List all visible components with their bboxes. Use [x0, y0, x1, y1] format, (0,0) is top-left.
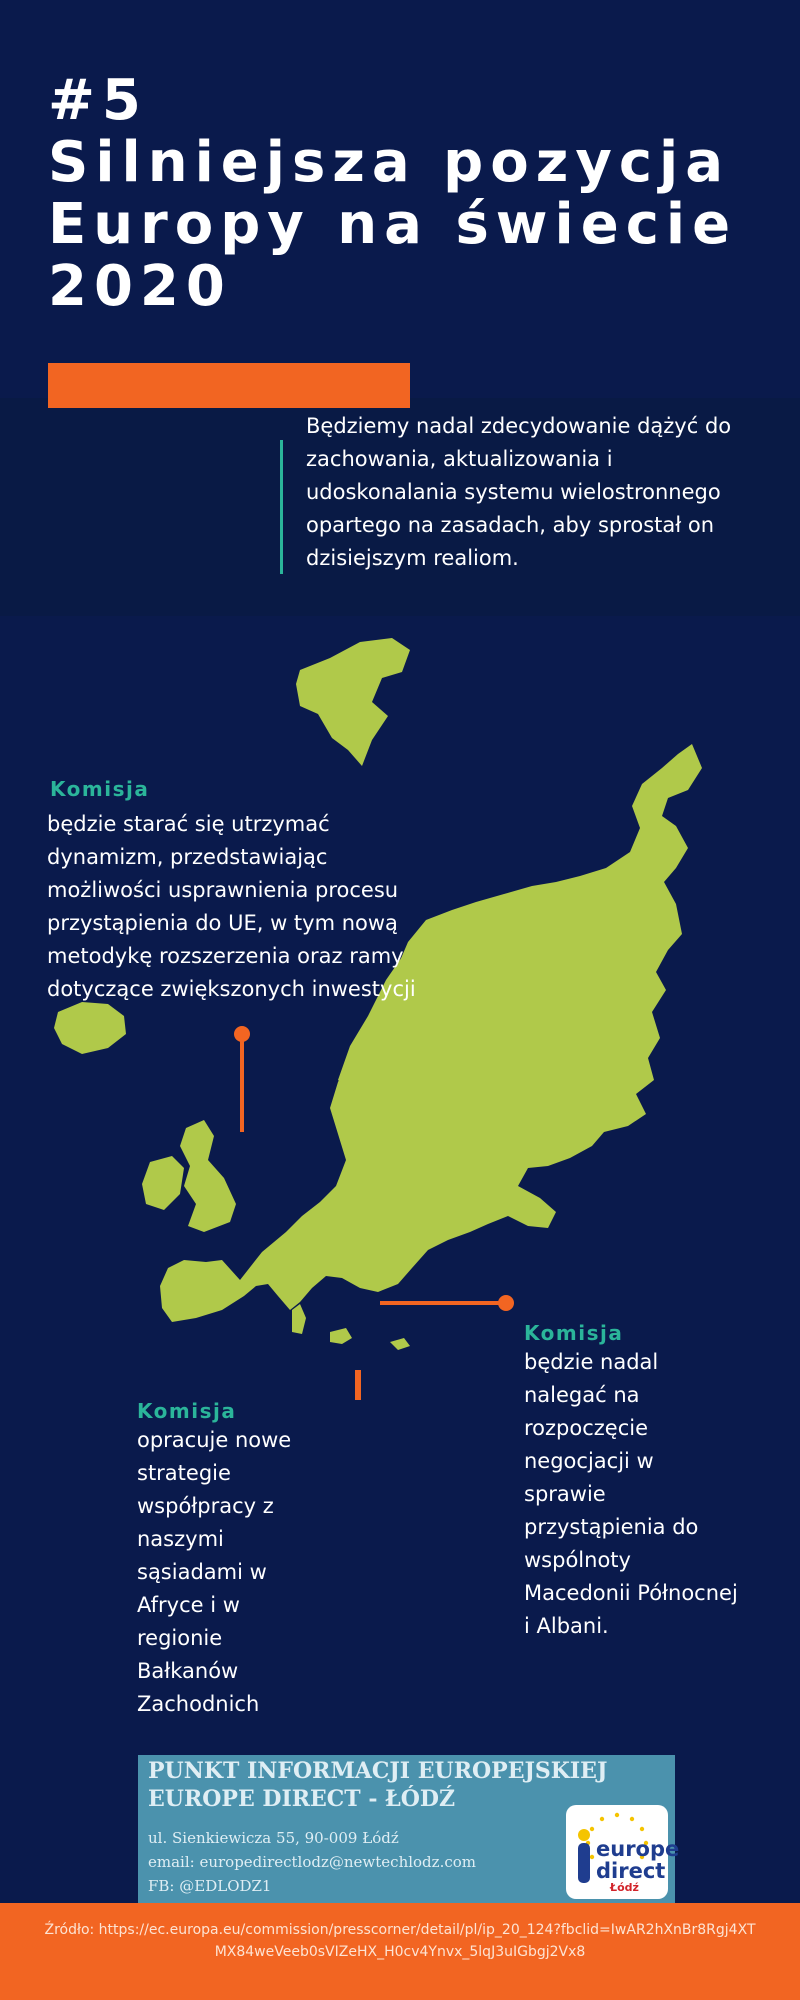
- title-line: Silniejsza pozycja: [48, 130, 731, 195]
- intro-paragraph: Będziemy nadal zdecydowanie dążyć do zachowania, aktualizowania i udoskonalania systemu wielostronnego opartego na zasadach, aby sprostał on dzisiejszym realiom.: [306, 414, 732, 570]
- svalbard-shape: [296, 638, 410, 766]
- title-underline-bar: [48, 363, 410, 408]
- europe-direct-logo: [566, 1805, 680, 1899]
- logo-word: europe: [596, 1837, 680, 1861]
- logo-city: Łódź: [610, 1881, 639, 1894]
- item-text: będzie starać się utrzymać dynamizm, przedstawiając możliwości usprawnienia procesu przystąpienia do UE, w tym nową metodykę rozszerzenia oraz ramy dotyczące zwiększonych inwestycji: [47, 812, 416, 1001]
- pointer-dot: [234, 1026, 250, 1042]
- contact-info-box: [138, 1755, 680, 1903]
- great-britain-shape: [180, 1120, 236, 1232]
- iceland-shape: [54, 1002, 126, 1054]
- title-number: #5: [48, 68, 148, 133]
- info-facebook[interactable]: FB: @EDLODZ1: [148, 1877, 272, 1895]
- island-shape: [330, 1328, 352, 1344]
- info-title: PUNKT INFORMACJI EUROPEJSKIEJ: [148, 1758, 608, 1784]
- item-text: będzie nadal nalegać na rozpoczęcie negocjacji w sprawie przystąpienia do wspólnoty Macedonii Północnej i Albani.: [524, 1350, 738, 1638]
- island-shape: [292, 1304, 306, 1334]
- intro-accent-line: [280, 440, 283, 574]
- info-address: ul. Sienkiewicza 55, 90-009 Łódź: [148, 1829, 399, 1847]
- europe-map: [0, 620, 800, 1400]
- footer: [0, 1903, 800, 2000]
- info-subtitle: EUROPE DIRECT - ŁÓDŹ: [148, 1786, 456, 1812]
- pointer-dot: [498, 1295, 514, 1311]
- item-heading: Komisja: [50, 777, 150, 801]
- item-heading: Komisja: [524, 1321, 624, 1345]
- info-email[interactable]: email: europedirectlodz@newtechlodz.com: [148, 1853, 476, 1871]
- page-title: [48, 70, 768, 318]
- title-line: Europy na świecie: [48, 192, 738, 257]
- source-link[interactable]: Źródło: https://ec.europa.eu/commission/presscorner/detail/pl/ip_20_124?fbclid=IwAR2hXnBr8Rgj4XTMX84weVeeb0sVIZeHX_H0cv4Ynvx_5lqJ3uIGbgj2Vx8: [44, 1922, 756, 1960]
- logo-word: direct: [596, 1859, 666, 1883]
- title-year: 2020: [48, 254, 232, 319]
- ireland-shape: [142, 1156, 184, 1210]
- item-heading: Komisja: [137, 1399, 237, 1423]
- item-text: opracuje nowe strategie współpracy z naszymi sąsiadami w Afryce i w regionie Bałkanów Zachodnich: [137, 1428, 292, 1716]
- island-shape: [390, 1338, 410, 1350]
